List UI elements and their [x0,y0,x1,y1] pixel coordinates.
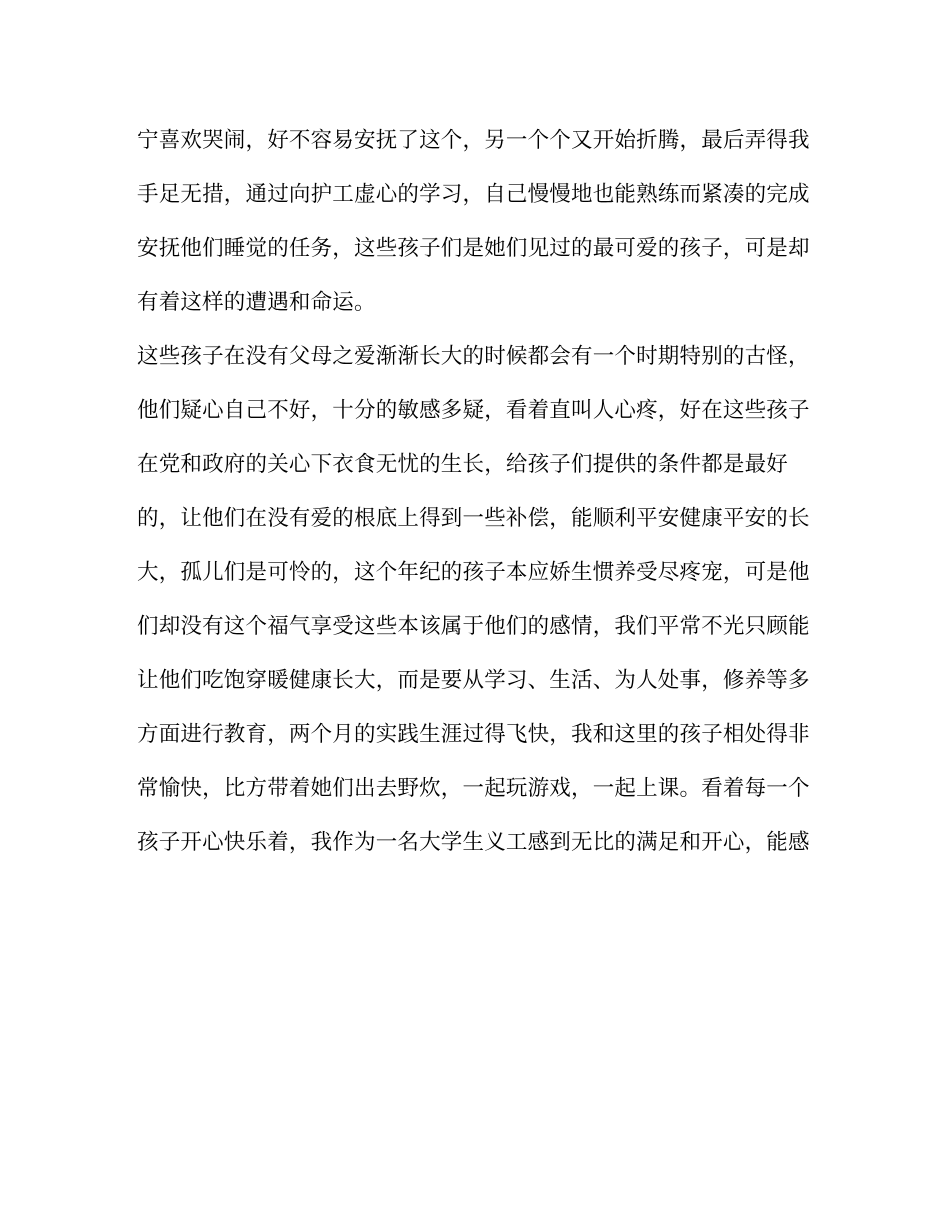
text-line: 有着这样的遭遇和命运。 [137,290,376,315]
text-line: 方面进行教育，两个月的实践生涯过得飞快，我和这里的孩子相处得非 [137,722,810,747]
text-line: 手足无措，通过向护工虚心的学习，自己慢慢地也能熟练而紧凑的完成 [137,182,810,207]
text-line: 他们疑心自己不好，十分的敏感多疑，看着直叫人心疼，好在这些孩子 [137,398,810,423]
text-line: 孩子开心快乐着，我作为一名大学生义工感到无比的满足和开心，能感 [137,830,810,855]
text-line: 让他们吃饱穿暖健康长大，而是要从学习、生活、为人处事，修养等多 [137,668,810,693]
text-line: 大，孤儿们是可怜的，这个年纪的孩子本应娇生惯养受尽疼宠，可是他 [137,560,810,585]
text-line: 的，让他们在没有爱的根底上得到一些补偿，能顺利平安健康平安的长 [137,506,810,531]
text-line: 常愉快，比方带着她们出去野炊，一起玩游戏，一起上课。看着每一个 [137,776,810,801]
text-line: 这些孩子在没有父母之爱渐渐长大的时候都会有一个时期特别的古怪， [137,344,810,369]
document-body [137,123,837,879]
text-line: 宁喜欢哭闹，好不容易安抚了这个，另一个个又开始折腾，最后弄得我 [137,128,810,153]
text-line: 安抚他们睡觉的任务，这些孩子们是她们见过的最可爱的孩子，可是却 [137,236,810,261]
text-line: 们却没有这个福气享受这些本该属于他们的感情，我们平常不光只顾能 [137,614,810,639]
text-line: 在党和政府的关心下衣食无忧的生长，给孩子们提供的条件都是最好 [137,452,789,477]
